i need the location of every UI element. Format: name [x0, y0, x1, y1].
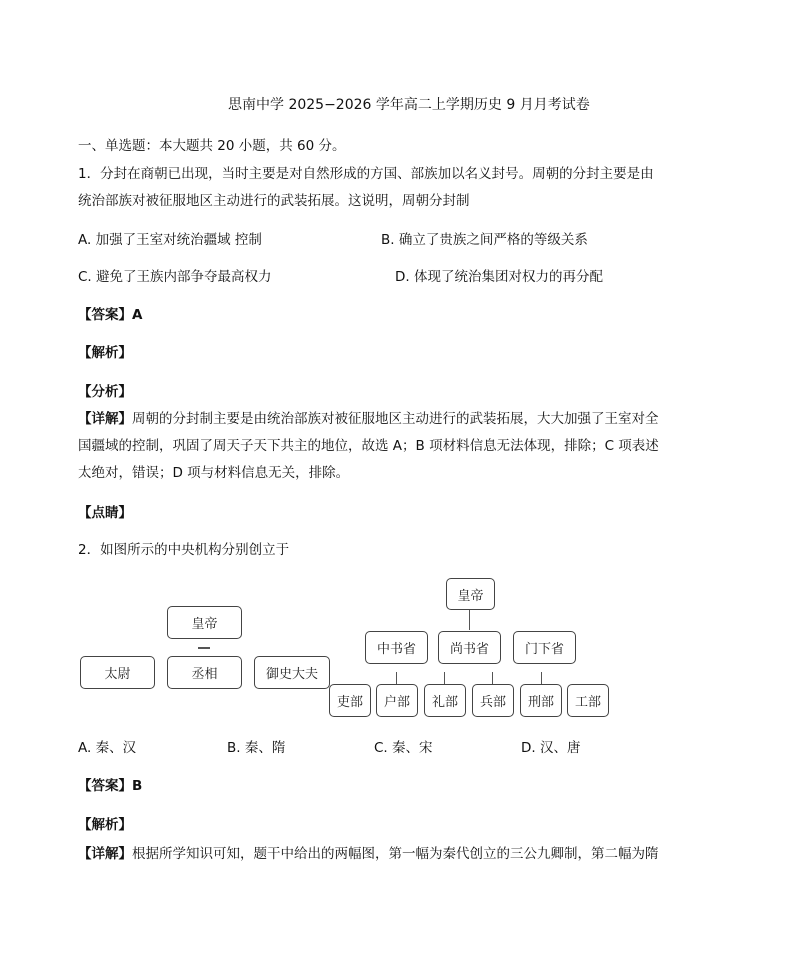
q2-detail-text1: 根据所学知识可知，题干中给出的两幅图，第一幅为秦代创立的三公九卿制，第二幅为隋 [132, 846, 659, 862]
q1-stem-line1: 1．分封在商朝已出现，当时主要是对自然形成的方国、部族加以名义封号。周朝的分封主要是由 [78, 166, 654, 182]
q2-answer-value: B [132, 778, 143, 794]
diagram-right-connector-2 [444, 672, 445, 684]
diagram-left-taiwei-box: 太尉 [80, 656, 155, 689]
q2-option-c: C. 秦、宋 [374, 740, 433, 756]
diagram-left-yushidafu-box: 御史大夫 [254, 656, 330, 689]
section-heading: 一、单选题：本大题共 20 小题，共 60 分。 [78, 138, 346, 154]
q2-detail-line1 [78, 845, 659, 863]
diagram-right-connector-1 [396, 672, 397, 684]
q2-option-a: A. 秦、汉 [78, 740, 137, 756]
q2-stem: 2．如图所示的中央机构分别创立于 [78, 542, 290, 558]
diagram-right-bingbu-box: 兵部 [472, 684, 514, 717]
diagram-left-emperor-box: 皇帝 [167, 606, 242, 639]
diagram-right-hubu-box: 户部 [376, 684, 418, 717]
diagram-right-connector-3 [492, 672, 493, 684]
diagram-right-xingbu-box: 刑部 [520, 684, 562, 717]
q2-jiexi-label: 【解析】 [78, 817, 132, 833]
diagram-left-chengxiang-box: 丞相 [167, 656, 242, 689]
diagram-right-emperor-connector [469, 610, 470, 630]
q1-answer-value: A [132, 307, 143, 323]
q1-option-b: B. 确立了贵族之间严格的等级关系 [381, 232, 588, 248]
diagram-right-libu-box: 吏部 [329, 684, 371, 717]
q2-detail-label: 【详解】 [78, 846, 132, 862]
q1-dianjing-label: 【点睛】 [78, 505, 132, 521]
q1-detail-text1: 周朝的分封制主要是由统治部族对被征服地区主动进行的武装拓展，大大加强了王室对全 [132, 411, 659, 427]
diagram-right-emperor-box: 皇帝 [446, 578, 495, 610]
q1-detail-line3: 太绝对，错误；D 项与材料信息无关，排除。 [78, 465, 350, 481]
q1-detail-line1 [78, 410, 659, 428]
q2-answer [78, 777, 142, 795]
q1-jiexi-label: 【解析】 [78, 345, 132, 361]
q1-answer-label: 【答案】 [78, 307, 132, 323]
diagram-right-gongbu-box: 工部 [567, 684, 609, 717]
q2-option-d: D. 汉、唐 [521, 740, 581, 756]
q1-stem-line2: 统治部族对被征服地区主动进行的武装拓展。这说明，周朝分封制 [78, 193, 470, 209]
diagram-left-connector [198, 647, 210, 649]
page-title: 思南中学 2025−2026 学年高二上学期历史 9 月月考试卷 [228, 97, 590, 113]
q1-option-d: D. 体现了统治集团对权力的再分配 [395, 269, 603, 285]
q1-option-a: A. 加强了王室对统治疆域 控制 [78, 232, 262, 248]
q2-option-b: B. 秦、隋 [227, 740, 286, 756]
diagram-right-zhongshu-box: 中书省 [365, 631, 428, 664]
diagram-right-menxia-box: 门下省 [513, 631, 576, 664]
diagram-right-connector-4 [541, 672, 542, 684]
q2-answer-label: 【答案】 [78, 778, 132, 794]
q1-detail-label: 【详解】 [78, 411, 132, 427]
q1-fenxi-label: 【分析】 [78, 384, 132, 400]
diagram-right-libu2-box: 礼部 [424, 684, 466, 717]
q1-detail-line2: 国疆域的控制，巩固了周天子天下共主的地位，故选 A；B 项材料信息无法体现，排除；C 项表述 [78, 438, 659, 454]
diagram-right-shangshu-box: 尚书省 [438, 631, 501, 664]
q1-answer [78, 306, 142, 324]
q1-option-c: C. 避免了王族内部争夺最高权力 [78, 269, 272, 285]
